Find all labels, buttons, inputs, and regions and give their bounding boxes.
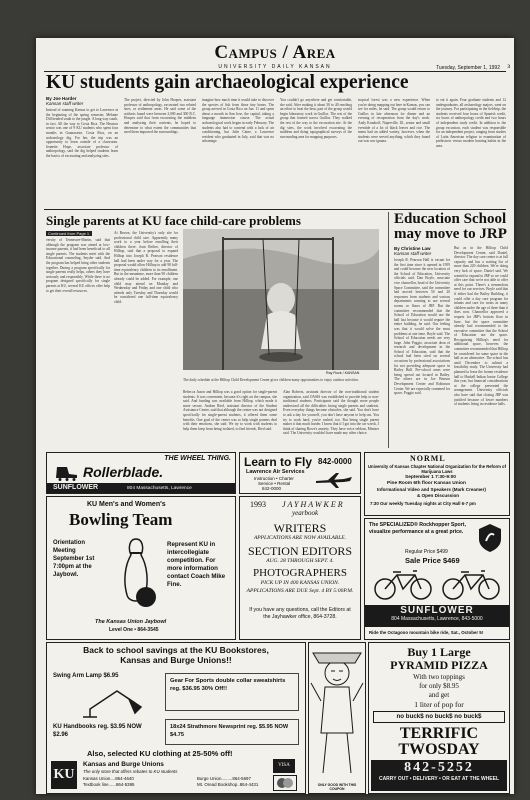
bookstore-footer2: The only store that offers rebates to KU students xyxy=(83,769,178,774)
pyramid-pizza-ad xyxy=(368,642,510,794)
norml-line4: & Open Discussion xyxy=(417,493,460,498)
norml-when: September 1 7:30-9:00 xyxy=(405,475,456,480)
bowling-represent: Represent KU in intercollegiate competition. For more information contact Coach Mike Fine. xyxy=(167,541,226,588)
fly-title: Learn to Fly xyxy=(244,455,313,469)
fly-company: Lawrence Air Services xyxy=(246,469,305,475)
rollerblade-brand: Rollerblade. xyxy=(83,464,164,480)
education-column-1: Joseph R. Pearson Hall is vacant for the first time since it opened in 1959 and could become the new location of the School of Education, University officials said. Dan Boyle, associate vice chancellor, head of the University Space Committee, said the committee had moved between 50 and 20 responses from students and various departments wanting to use several rooms or floors of JRP. But the committee recommended that the School of Education would use the hall last because it would require the entire building, he said. Our feeling was that it would solve the most problems at one time, Boyle said. The School of Education needs are very large. John Poggio, associate dean of research and development in the School of Education, said that the school had been cited on several occasions by professional associations for not providing adequate space in Bailey Hall. Pre-school areas were being spread out located in Bailey. The others are in Joe Benson Development Center and Robinson Center. We are especially crammed for space, Poggio said. xyxy=(394,258,450,396)
photo-caption: The daily schedule at the Hilltop Child Development Center gives children many opportunities to enjoy outdoor activities. xyxy=(183,378,359,382)
rollerblade-address: 804 Massachusetts, Lawrence xyxy=(127,485,192,491)
bookstore-lamp: Swing Arm Lamp $6.95 xyxy=(53,673,119,679)
pizza-with: With two toppings xyxy=(413,673,465,681)
section-rule xyxy=(44,209,506,210)
jayhawker-writers: WRITERS xyxy=(273,521,327,535)
specialized-regular: Regular Price $499 xyxy=(405,549,448,555)
bookstore-newsprint: 18x24 Strathmore Newsprint reg. $5.95 NOW $4.75 xyxy=(170,724,289,738)
rollerblade-header: THE WHEEL THING. xyxy=(164,455,231,462)
specialized-pitch: The SPECIALIZED® Rockhopper Sport, visualize performance at a great price. xyxy=(369,522,466,535)
bookstore-greek-box xyxy=(165,673,299,711)
education-byline xyxy=(394,246,431,256)
pizza-and-get: and get xyxy=(428,691,450,699)
childcare-column-3: Rebecca Jaxon and Hilltop was a good option for single-parent students. It was convenient, because it's right on the campus, she said. And funding was available from Hilltop, which made it more secure. Andrea Ried, assistant director of the Student Assistance Center, said that although the center was not designed specifically for single-parent students, it offered them some benefits. One goal of the center was to help single parents deal with their emotions, she said. We try to work with students to help them keep from being isolated, to find friends, Ried said. xyxy=(183,390,277,431)
lead-column-2: The project, directed by John Hoopes, assistant professor of anthropology, excavated two related sites, or settlement areas. He said some of the artifacts found were between 2,000 and 300 B.C. Hoopes said that from excavating the middens and analyzing their contents, he hoped to determine to what extent the communities that used them impacted the surroundings. xyxy=(124,98,196,135)
specialized-store: SUNFLOWER xyxy=(400,605,474,616)
pizza-terrific: TERRIFIC xyxy=(399,725,479,742)
childcare-headline: Single parents at KU face child-care problems xyxy=(46,213,301,228)
bookstore-footer: Kansas and Burge Unions xyxy=(83,761,164,768)
bowling-orientation: Orientation Meeting September 1st 7:00pm at the Jaybowl. xyxy=(53,540,95,578)
playground-photo-art xyxy=(183,229,379,370)
pizza-title: Buy 1 Large xyxy=(407,645,471,659)
fly-phone: 842-0000 xyxy=(318,457,352,466)
mastercard-icon xyxy=(273,775,297,791)
specialized-tagline: Ride the Octagono mountain bike ride, Sat., October 5! xyxy=(369,630,484,635)
lead-byline xyxy=(46,96,83,106)
bookstore-textbooks: Textbook line......864-5395 xyxy=(83,782,135,787)
pizza-title2: PYRAMID PIZZA xyxy=(390,658,488,672)
jayhawker-editors-note: AUG. 28 THROUGH SEPT. 4. xyxy=(266,558,334,564)
pizza-phone: 842-5252 xyxy=(404,760,474,775)
education-byline-name: By Christine Law xyxy=(394,246,431,251)
jayhawker-ad xyxy=(239,496,361,640)
norml-where: Pine Room 6th floor Kansas Union xyxy=(387,481,466,486)
coupon-note: ONLY GOOD WITH THIS COUPON xyxy=(317,783,357,791)
norml-line3: Informational Video and Speakers (Mark Creamer) xyxy=(377,487,486,492)
bookstore-greek: Gear For Sports double collar sweatshirts reg. $36.95 30% Off!! xyxy=(170,678,286,692)
jayhawker-year: 1993 xyxy=(250,500,266,509)
lead-column-3: imagine how much time it would take to discover the species of fish from those tiny bones. The group arrived in Costa Rica on Jan. 11 and spent about a month in San Jose, the capital, taking a language immersion course. The actual archaeological work began in early February. The students also had to contend with a lack of air conditioning, but Julie Caine, a Lawrence resident who graduated in July, said that was no advantage. xyxy=(202,98,274,144)
jayhawker-writers-note: APPLICATIONS ARE NOW AVAILABLE. xyxy=(253,535,347,541)
continued-tag: Continued from Page 1. xyxy=(48,231,91,236)
rollerblade-ad xyxy=(46,452,236,494)
bookstore-clothing: Also, selected KU clothing at 25-50% off! xyxy=(87,749,233,758)
norml-line5: 7:30 Our weekly Tuesday nights at City Hall 6-7 pm xyxy=(370,501,476,506)
lead-column-5: tropical forest was a new experience. When you're doing mapping out here in Kansas, you can see for miles, he said. The group would return to Guillos in late afternoon for dinner and an evening of recuperation from the day's work. Andy Krauhoff, Naperville, Ill., senior and small eventide of a lot of black leaves and rice. The menu had an added variety, however, when the students were served anything, which they found out was raw iguana. xyxy=(358,98,430,144)
pizza-carry: CARRY OUT • DELIVERY • OR EAT AT THE WHEEL xyxy=(378,776,500,782)
education-column-2: But as in the Hilltop Child Development Center, said Daniel, director. The day care center is at full capacity and has a waiting list of more than 220 children. We're doing very lack of space, Daniel said. We wanted to expand to JRP so we could offer care that we're not able to offer at this point. There's a tremendous need for our services. Boyle said that if either had the Bailey Building, it could offer a day care program for infants and care for twins as many children under the age of three than it does now. Chancellor approved a request for JRP's bottom floor in June, but the space committee already had recommended to the executive committee that the School of Education use the space. Recognizing Hilltop's need for additional space, however, the committee recommended that Hilltop be considered for some space in the hall as an alternative. The school has until December to submit a feasibility study. The University had planned to lease the former residence hall to Haskell Indian Junior College this year, but financial considerations at the college prevented the arrangement. University officials also have said that closing JRP was justified because of lower numbers of students living in residence halls. xyxy=(454,246,508,407)
page-number: 3 xyxy=(507,65,510,70)
jayhawker-contact: If you have any questions, call the Editors at the Jayhawker office, 864-3728. xyxy=(249,607,351,620)
specialized-address: 804 Massachusetts, Lawrence, 843-5000 xyxy=(391,616,483,622)
lead-byline-role: Kansan staff writer xyxy=(46,101,84,106)
bookstore-ad xyxy=(46,642,306,794)
dateline: Tuesday, September 1, 1992 xyxy=(436,65,500,71)
specialized-store-bar xyxy=(365,605,509,627)
masthead-title: Campus / Area xyxy=(214,42,336,63)
norml-org: NORML xyxy=(410,454,446,463)
pizza-liter: 1 liter of pop for xyxy=(414,700,464,709)
photo-swing xyxy=(259,352,303,362)
fly-services-2: Service • Rental xyxy=(258,481,291,486)
jayhawker-subtitle: yearbook xyxy=(292,509,319,517)
bookstore-title: Back to school savings at the KU Bookstores, xyxy=(83,645,269,655)
rollerblade-footer-bar xyxy=(47,483,235,493)
bowling-pin-icon xyxy=(111,537,161,609)
norml-title: University of Kansas Chapter National Organization for the Reform of Marijuana Laws xyxy=(368,464,506,474)
lead-column-4: You couldn't go anywhere and get comfortable, she said. After making it about 30 to 40 reaching an effort to beat the heat, part of the group would begin laboratory work in Guillos. The rest of the group that formed across Guillos. They walked the rest of the way to the excavation site. At the dig sites, the work involved excavating the middens and doing topographical surveys of the surrounding area for mapping purposes. xyxy=(280,98,352,139)
norml-ad xyxy=(364,452,510,516)
photo-child-head xyxy=(267,283,295,315)
pizza-for-only: for only $8.95 xyxy=(419,682,459,690)
bookstore-mt-oread: Mt. Oread Bookshop..864-4431 xyxy=(197,782,259,787)
cartoon-pizza-man-illustration xyxy=(309,643,365,783)
lead-headline: KU students gain archaeological experience xyxy=(46,72,409,93)
side-divider xyxy=(388,212,389,448)
lead-column-6: to eat it again. Four graduate students and 12 undergraduates, all archaeology majors, went on the journey. For participating in the fieldtrip, the students received four hours of Spanish credit, six hours of anthropology credit and two hours of independent study credit. In addition to the group excursion, each student was responsible for an independent project, ranging from studies of Latin American religion to examination of prehistoric versus modern hunting habits in the area. xyxy=(436,98,506,148)
jayhawker-editors: SECTION EDITORS xyxy=(247,544,353,558)
bowling-title: Bowling Team xyxy=(69,510,173,529)
photo-credit: Ray Rock / KANSAN xyxy=(326,371,360,375)
ku-logo-icon: KU xyxy=(51,761,77,789)
learn-to-fly-ad xyxy=(239,452,361,494)
bowling-ad xyxy=(46,496,236,640)
education-byline-role: Kansan staff writer xyxy=(394,251,432,256)
bowling-footer: The Kansas Union Jaybowl xyxy=(95,619,167,625)
fly-services-3: 842-0000 xyxy=(262,486,282,491)
bowling-header: KU Men's and Women's xyxy=(87,501,166,508)
jayhawker-title: JAYHAWKER xyxy=(282,500,345,509)
jayhawker-photographers: PHOTOGRAPHERS xyxy=(253,567,347,579)
specialized-ad xyxy=(364,518,510,640)
jayhawker-photographers-note: PICK UP IN 400 KANSAS UNION. xyxy=(260,580,340,586)
newspaper-page xyxy=(36,38,514,794)
pizza-phone-bar xyxy=(371,760,507,791)
airplane-icon xyxy=(314,471,354,489)
specialized-sale: Sale Price $469 xyxy=(405,556,460,565)
bicycles-icon xyxy=(373,567,501,601)
pizza-coupon: no buck$ no buck$ no buck$ xyxy=(373,711,505,723)
bookstore-handbooks: KU Handbooks reg. $3.95 NOW $2.96 xyxy=(53,724,142,738)
education-headline: Education School may move to JRP xyxy=(394,211,507,242)
bookstore-burge-union: Burge Union.........864-5697 xyxy=(197,776,251,781)
masthead-subtitle: UNIVERSITY DAILY KANSAN xyxy=(218,64,332,70)
bowling-footer2: Level One • 864-3545 xyxy=(109,627,159,633)
bookstore-kansas-union: Kansas Union....864-4640 xyxy=(83,776,134,781)
rollerblade-store: SUNFLOWER xyxy=(53,484,99,491)
childcare-column-1: versity of Tennessee-Martin, said that although the program was aimed at low-income parents, it had been beneficial to all single parents. The students meet with the Educational counseling, Snyder said. And the program has helped bring other students together. During a program specifically for single parents really helps, others they have seriously and responsibly. While there is no program designed specifically for single parents at KU, several KU offices offer help to get their overall resources. xyxy=(46,238,110,293)
visa-card-icon: VISA xyxy=(273,759,295,773)
childcare-photo xyxy=(183,229,379,370)
childcare-column-4: Alan Roberts, assistant director of the non-traditional student organization, said OASIS was established to provide help to non-traditional students. Participants said the thought more people understood all the difficulties facing single parents and students. Even everyday things become obstacles, she said. You don't have to ask a day for yourself, you don't have anyone to help out. You try to work hard, you're rushed, too. But being single parent makes it that much harder. I know that if I got into the car wreck, I think of sharing Rowe's anxiety. They have voice seldom, Mintzer said. The University wouldn't have made any other choice. xyxy=(283,390,379,436)
specialized-logo-icon xyxy=(477,523,503,553)
lead-column-1: Instead of roaming Kansas to get to Lawrence at the beginning of the spring semester, Melanie Dill headed south to the jungle. A long way south, in fact. All the way to Costa Rica. The Hesston senior was one of 9 KU students who spent four months in Guanacaste, Costa Rica, on an archaeology dig. For her, the trip was an opportunity to learn outside of a classroom. Jeanette Hope, associate professor of anthropology, said the dig helped students learn the basics of excavating and analyzing sites. xyxy=(46,108,118,158)
bookstore-title2: Kansas and Burge Unions!! xyxy=(120,655,232,665)
lead-byline-name: By Joe Harder xyxy=(46,96,77,101)
jayhawker-due: APPLICATIONS ARE DUE Sept. 4 BY 5:00P.M. xyxy=(246,588,354,594)
fly-services-1: Instruction • Charter xyxy=(254,476,294,481)
childcare-column-2: At Brown, the University's only site for professional child care. Apparently many work to a year before enrolling their children there. Joan Reiber, director of Hilltop, said that a proposal to expand Hilltop into Joseph R. Pearson residence hall had been under way for a year. The proposal would allow Hilltop to add 98 full-time equivalency children to its enrollment. But in the meantime, more than 90 children already could be added. For example, one child may attend on Monday and Wednesday and Friday and one child who attends only Tuesday and Thursday would be considered one full-time equivalency child. xyxy=(114,231,178,304)
rollerblade-skate-icon xyxy=(53,465,81,481)
bookstore-newsprint-box xyxy=(165,719,299,745)
cartoon-coupon-ad xyxy=(308,642,366,794)
swing-lamp-icon xyxy=(77,683,147,719)
pizza-twosday: TWOSDAY xyxy=(398,741,480,758)
